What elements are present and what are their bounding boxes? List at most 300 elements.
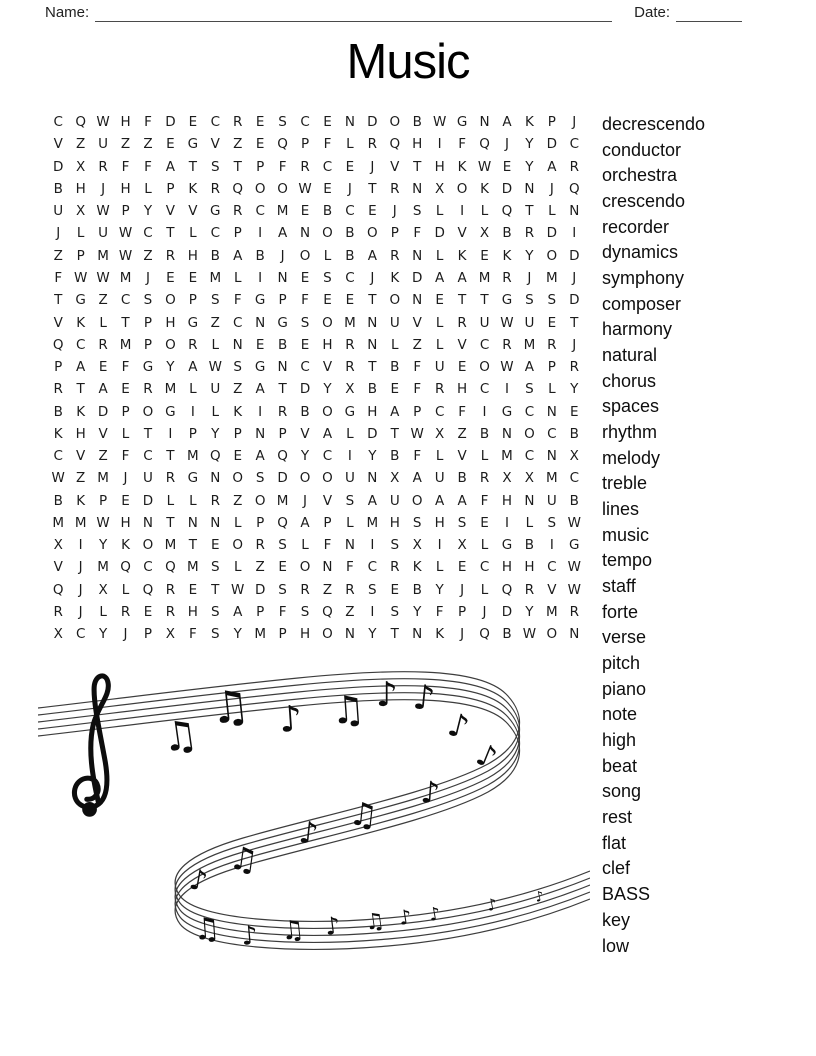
grid-cell: M: [97, 470, 109, 487]
grid-cell: O: [165, 292, 176, 309]
grid-cell: M: [366, 514, 379, 531]
word-list-item: rest: [602, 807, 633, 828]
grid-cell: S: [300, 603, 310, 620]
grid-cell: Y: [525, 247, 534, 264]
grid-cell: O: [322, 470, 333, 487]
grid-cell: K: [457, 158, 467, 175]
grid-cell: X: [457, 537, 467, 554]
grid-cell: O: [546, 626, 558, 643]
grid-cell: D: [501, 180, 513, 197]
grid-cell: Y: [166, 359, 175, 376]
grid-cell: A: [255, 381, 265, 398]
grid-cell: C: [322, 448, 333, 465]
grid-cell: B: [479, 425, 490, 442]
grid-cell: C: [75, 626, 86, 643]
grid-cell: C: [322, 158, 333, 175]
grid-cell: A: [233, 247, 243, 264]
grid-cell: F: [458, 136, 466, 153]
grid-cell: B: [390, 359, 400, 376]
grid-cell: T: [121, 314, 130, 331]
grid-cell: X: [345, 381, 355, 398]
grid-cell: E: [323, 292, 332, 309]
grid-cell: N: [501, 425, 513, 442]
grid-cell: J: [460, 626, 465, 643]
grid-cell: R: [143, 381, 153, 398]
grid-cell: E: [547, 314, 557, 331]
beamed-note-icon: ♫: [329, 686, 367, 733]
grid-cell: H: [367, 403, 378, 420]
grid-cell: I: [482, 403, 487, 420]
word-list-item: lines: [602, 499, 640, 520]
grid-cell: V: [98, 425, 108, 442]
grid-cell: F: [301, 292, 309, 309]
grid-cell: W: [500, 359, 514, 376]
grid-cell: V: [210, 136, 220, 153]
word-list-item: high: [602, 730, 637, 751]
grid-cell: Y: [323, 381, 332, 398]
grid-cell: X: [435, 425, 445, 442]
grid-cell: E: [480, 247, 489, 264]
grid-cell: C: [345, 269, 355, 286]
grid-cell: E: [188, 269, 198, 286]
grid-cell: Y: [525, 603, 534, 620]
grid-cell: E: [345, 292, 355, 309]
grid-cell: Z: [76, 136, 86, 153]
eighth-note-icon: ♪: [471, 736, 502, 777]
grid-cell: E: [323, 180, 332, 197]
grid-cell: S: [525, 381, 534, 398]
grid-cell: L: [435, 203, 444, 220]
grid-cell: P: [413, 403, 422, 420]
grid-cell: B: [502, 626, 512, 643]
grid-cell: H: [524, 559, 535, 576]
grid-cell: G: [456, 114, 468, 131]
grid-cell: Q: [277, 448, 288, 465]
grid-cell: Y: [435, 581, 444, 598]
grid-cell: Q: [52, 581, 64, 598]
grid-cell: R: [434, 381, 445, 398]
grid-cell: J: [527, 269, 532, 286]
music-notes: [159, 675, 546, 952]
grid-cell: W: [477, 158, 492, 175]
grid-cell: T: [525, 203, 534, 220]
grid-cell: U: [434, 470, 445, 487]
grid-cell: O: [479, 359, 490, 376]
grid-cell: Z: [76, 470, 86, 487]
grid-cell: C: [569, 470, 579, 487]
grid-cell: Z: [255, 559, 265, 576]
beamed-note-icon: ♫: [347, 794, 380, 835]
grid-cell: H: [412, 136, 423, 153]
eighth-note-icon: ♪: [239, 920, 260, 952]
grid-cell: X: [76, 158, 86, 175]
grid-cell: C: [524, 403, 535, 420]
grid-cell: L: [211, 403, 220, 420]
grid-cell: F: [413, 381, 422, 398]
grid-cell: L: [233, 559, 242, 576]
grid-cell: M: [52, 514, 65, 531]
grid-cell: M: [97, 247, 109, 264]
grid-cell: W: [567, 559, 581, 576]
word-list-item: key: [602, 909, 631, 930]
grid-cell: O: [456, 180, 468, 197]
grid-cell: V: [412, 314, 422, 331]
grid-cell: X: [412, 537, 422, 554]
grid-cell: W: [410, 425, 424, 442]
grid-cell: N: [322, 559, 333, 576]
grid-cell: O: [524, 425, 535, 442]
grid-cell: S: [547, 514, 557, 531]
grid-cell: V: [76, 448, 86, 465]
grid-cell: L: [346, 136, 354, 153]
word-list-item: beat: [602, 755, 638, 776]
word-list: [602, 112, 705, 959]
grid-cell: W: [208, 359, 222, 376]
grid-cell: E: [570, 403, 579, 420]
grid-cell: T: [368, 180, 377, 197]
grid-cell: C: [143, 225, 153, 242]
grid-cell: A: [367, 492, 377, 509]
grid-cell: P: [323, 514, 332, 531]
word-list-item: note: [602, 704, 638, 725]
grid-cell: Q: [479, 136, 490, 153]
grid-cell: L: [435, 314, 444, 331]
grid-cell: E: [368, 203, 377, 220]
grid-cell: P: [99, 492, 108, 509]
grid-cell: J: [392, 203, 397, 220]
grid-cell: D: [367, 114, 378, 131]
grid-cell: F: [413, 448, 422, 465]
grid-cell: F: [480, 492, 489, 509]
grid-cell: R: [165, 470, 176, 487]
grid-cell: W: [96, 269, 110, 286]
grid-cell: D: [53, 158, 64, 175]
grid-cell: O: [367, 225, 378, 242]
grid-cell: L: [189, 381, 197, 398]
grid-cell: A: [300, 514, 310, 531]
grid-cell: T: [143, 425, 153, 442]
grid-cell: S: [210, 559, 220, 576]
word-list-item: chorus: [602, 370, 657, 391]
grid-cell: R: [98, 336, 108, 353]
grid-cell: H: [120, 114, 131, 131]
grid-cell: N: [479, 114, 490, 131]
grid-cell: K: [390, 269, 400, 286]
grid-cell: C: [434, 403, 445, 420]
grid-cell: T: [413, 158, 422, 175]
grid-cell: U: [210, 381, 221, 398]
grid-cell: I: [347, 448, 352, 465]
grid-cell: P: [256, 603, 265, 620]
grid-cell: P: [278, 425, 287, 442]
beamed-note-icon: ♫: [158, 711, 201, 762]
grid-cell: Z: [233, 381, 243, 398]
grid-cell: W: [432, 114, 447, 131]
grid-cell: Z: [143, 247, 153, 264]
grid-cell: X: [479, 225, 490, 242]
grid-cell: R: [524, 581, 535, 598]
grid-cell: Q: [75, 114, 86, 131]
grid-cell: P: [143, 314, 153, 331]
grid-cell: C: [479, 381, 490, 398]
word-list-item: spaces: [602, 396, 660, 417]
grid-cell: P: [256, 158, 265, 175]
grid-cell: W: [96, 114, 110, 131]
grid-cell: N: [344, 537, 355, 554]
grid-cell: T: [233, 158, 242, 175]
word-list-item: tempo: [602, 550, 653, 571]
grid-cell: L: [346, 425, 354, 442]
eighth-note-icon: ♪: [485, 894, 499, 915]
grid-cell: L: [435, 559, 444, 576]
grid-cell: R: [390, 559, 400, 576]
grid-cell: F: [323, 136, 332, 153]
grid-cell: E: [188, 581, 198, 598]
grid-cell: R: [210, 180, 220, 197]
grid-cell: L: [76, 225, 85, 242]
grid-cell: G: [187, 314, 199, 331]
grid-cell: W: [51, 470, 65, 487]
word-list-item: song: [602, 781, 642, 802]
grid-cell: Z: [322, 581, 333, 598]
grid-cell: R: [367, 136, 378, 153]
grid-cell: R: [569, 158, 579, 175]
word-list-item: BASS: [602, 884, 651, 905]
grid-cell: F: [435, 603, 444, 620]
grid-cell: B: [277, 336, 288, 353]
grid-cell: I: [370, 537, 375, 554]
word-list-item: recorder: [602, 216, 670, 237]
grid-cell: B: [255, 247, 265, 264]
grid-cell: L: [391, 336, 399, 353]
music-staff-decoration: [38, 664, 590, 960]
grid-cell: I: [437, 136, 442, 153]
grid-cell: U: [389, 314, 400, 331]
grid-cell: U: [98, 136, 109, 153]
grid-cell: Y: [211, 425, 220, 442]
grid-cell: F: [121, 359, 130, 376]
grid-cell: L: [233, 514, 242, 531]
grid-cell: D: [367, 425, 378, 442]
grid-cell: Q: [209, 448, 221, 465]
grid-cell: H: [187, 603, 198, 620]
grid-cell: B: [569, 492, 579, 509]
grid-cell: J: [370, 158, 375, 175]
grid-cell: X: [76, 203, 86, 220]
grid-cell: M: [523, 336, 536, 353]
grid-cell: A: [233, 603, 243, 620]
grid-cell: N: [344, 114, 355, 131]
grid-cell: H: [187, 247, 198, 264]
grid-cell: O: [322, 403, 333, 420]
grid-cell: T: [188, 537, 197, 554]
grid-cell: M: [344, 314, 356, 331]
grid-cell: B: [53, 403, 63, 420]
grid-cell: C: [120, 292, 131, 309]
beamed-note-icon: ♫: [192, 911, 222, 948]
grid-cell: D: [165, 114, 176, 131]
grid-cell: H: [501, 492, 513, 509]
grid-cell: O: [389, 292, 401, 309]
word-list-item: composer: [602, 293, 682, 314]
word-list-item: forte: [602, 601, 639, 622]
grid-cell: L: [99, 603, 107, 620]
grid-cell: N: [299, 225, 311, 242]
grid-cell: P: [233, 225, 242, 242]
grid-cell: O: [232, 537, 244, 554]
grid-cell: N: [412, 626, 423, 643]
grid-cell: A: [435, 492, 445, 509]
grid-cell: J: [123, 626, 128, 643]
grid-cell: X: [53, 537, 63, 554]
grid-cell: G: [344, 403, 356, 420]
grid-cell: C: [524, 448, 535, 465]
grid-cell: N: [546, 448, 557, 465]
word-list-item: low: [602, 935, 630, 956]
word-list-item: dynamics: [602, 242, 679, 263]
grid-cell: E: [435, 292, 444, 309]
beamed-note-icon: ♫: [226, 838, 261, 880]
grid-cell: Y: [368, 626, 377, 643]
grid-cell: R: [502, 269, 512, 286]
grid-cell: B: [524, 537, 535, 554]
word-list-item: rhythm: [602, 422, 658, 443]
grid-cell: G: [277, 314, 288, 331]
grid-cell: H: [75, 425, 86, 442]
grid-cell: N: [277, 269, 288, 286]
grid-cell: Y: [233, 626, 242, 643]
grid-cell: Z: [412, 336, 422, 353]
grid-cell: R: [390, 247, 400, 264]
grid-cell: R: [457, 314, 467, 331]
grid-cell: Z: [53, 247, 63, 264]
grid-cell: I: [258, 403, 263, 420]
grid-cell: N: [210, 470, 221, 487]
grid-cell: S: [390, 603, 400, 620]
grid-cell: X: [390, 470, 400, 487]
grid-cell: A: [412, 470, 422, 487]
grid-cell: C: [143, 448, 153, 465]
grid-cell: K: [502, 247, 512, 264]
grid-cell: I: [168, 425, 173, 442]
grid-cell: G: [254, 292, 266, 309]
grid-cell: Z: [457, 425, 467, 442]
grid-cell: C: [255, 203, 265, 220]
grid-cell: B: [345, 225, 355, 242]
grid-cell: X: [502, 470, 512, 487]
grid-cell: O: [232, 470, 244, 487]
grid-cell: C: [569, 136, 579, 153]
eighth-note-icon: ♪: [397, 904, 414, 930]
grid-cell: Q: [52, 336, 64, 353]
eighth-note-icon: ♪: [427, 903, 443, 926]
grid-cell: H: [120, 180, 131, 197]
grid-cell: T: [480, 292, 489, 309]
grid-cell: L: [480, 203, 489, 220]
grid-cell: U: [143, 470, 153, 487]
grid-cell: O: [299, 470, 311, 487]
grid-cell: R: [300, 158, 310, 175]
grid-cell: K: [188, 180, 198, 197]
grid-cell: K: [524, 114, 534, 131]
grid-cell: P: [256, 514, 265, 531]
grid-cell: L: [480, 581, 489, 598]
grid-cell: T: [166, 448, 175, 465]
grid-cell: D: [277, 470, 288, 487]
grid-cell: K: [435, 626, 445, 643]
grid-cell: T: [368, 292, 377, 309]
grid-cell: I: [504, 514, 509, 531]
grid-cell: E: [390, 581, 400, 598]
grid-cell: L: [144, 180, 152, 197]
grid-cell: W: [298, 180, 312, 197]
grid-cell: T: [76, 381, 85, 398]
grid-cell: O: [322, 626, 333, 643]
grid-cell: E: [390, 381, 400, 398]
grid-cell: R: [210, 492, 220, 509]
grid-cell: M: [254, 626, 266, 643]
grid-cell: M: [209, 269, 222, 286]
grid-cell: D: [299, 381, 311, 398]
eighth-note-icon: ♪: [376, 675, 398, 715]
grid-cell: C: [53, 114, 63, 131]
grid-cell: M: [546, 269, 558, 286]
grid-cell: E: [480, 514, 489, 531]
grid-cell: P: [166, 180, 175, 197]
name-line: [95, 5, 612, 22]
grid-cell: G: [142, 359, 154, 376]
grid-cell: W: [567, 581, 581, 598]
grid-cell: W: [231, 581, 245, 598]
word-list-item: pitch: [602, 653, 641, 674]
grid-cell: P: [188, 292, 197, 309]
grid-cell: L: [121, 425, 130, 442]
grid-cell: Q: [142, 581, 154, 598]
grid-cell: S: [300, 314, 310, 331]
grid-cell: R: [390, 180, 400, 197]
grid-cell: U: [546, 492, 557, 509]
grid-cell: V: [457, 448, 467, 465]
grid-cell: P: [54, 359, 63, 376]
grid-cell: E: [278, 559, 287, 576]
grid-cell: I: [504, 381, 509, 398]
grid-cell: V: [53, 136, 63, 153]
grid-cell: L: [189, 492, 197, 509]
grid-cell: A: [165, 158, 176, 175]
word-list-item: decrescendo: [602, 114, 706, 134]
grid-cell: Q: [389, 136, 401, 153]
eighth-note-icon: ♪: [323, 911, 342, 941]
grid-cell: L: [480, 448, 489, 465]
grid-cell: D: [412, 269, 423, 286]
grid-cell: T: [278, 381, 287, 398]
grid-cell: K: [457, 247, 467, 264]
grid-cell: X: [53, 626, 63, 643]
grid-cell: P: [278, 292, 287, 309]
grid-cell: C: [345, 203, 355, 220]
grid-cell: M: [546, 603, 558, 620]
grid-cell: P: [143, 626, 153, 643]
grid-cell: G: [75, 292, 86, 309]
grid-cell: E: [166, 269, 175, 286]
grid-cell: P: [547, 359, 556, 376]
grid-cell: A: [255, 448, 265, 465]
word-list-item: harmony: [602, 319, 673, 340]
grid-cell: L: [525, 514, 534, 531]
grid-cell: R: [502, 336, 512, 353]
grid-cell: Q: [568, 180, 580, 197]
grid-cell: S: [233, 359, 242, 376]
